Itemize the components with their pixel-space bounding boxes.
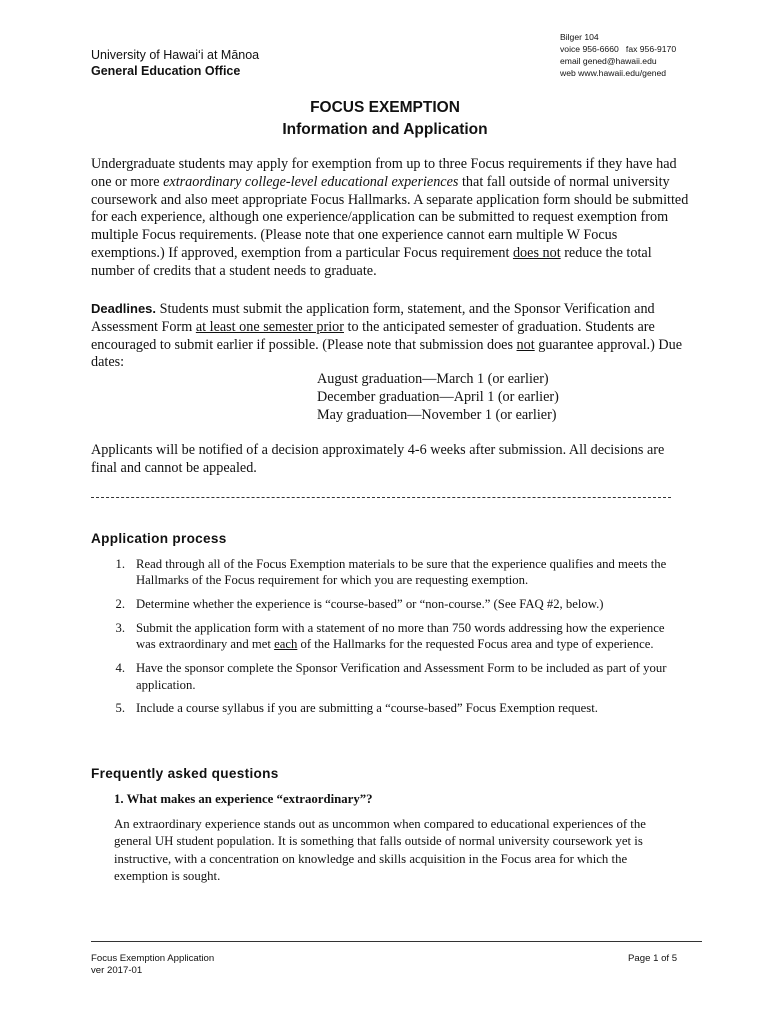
step-item: 2. Determine whether the experience is “course-based” or “non-course.” (See FAQ #2, below.) [115,597,604,612]
underline-does-not: does not [512,244,561,261]
deadlines-label: Deadlines. [91,301,157,316]
notification-paragraph: Applicants will be notified of a decision approximately 4-6 weeks after submission. All decisions are final and cannot be appealed. [91,442,665,476]
office-name: General Education Office [91,64,241,78]
university-header [91,47,259,79]
faq-heading: Frequently asked questions [91,766,279,781]
due-date-august: August graduation—March 1 (or earlier) [317,371,549,387]
due-date-may: May graduation—November 1 (or earlier) [317,406,557,423]
step-item: 3. Submit the application form with a statement of no more than 750 words addressing how the experience was extraordinary and met each of the Hallmarks for the requested Focus area and type of experience. [115,621,665,652]
deadlines-paragraph: Deadlines. Students must submit the application form, statement, and the Sponsor Verification and Assessment Form at least one semester prior to the anticipated semester of graduation. Students are encouraged to submit earlier if possible. (Please note that submission does not guarantee approval.) Due dates: [91,301,683,371]
university-name: University of Hawai‘i at Mānoa [91,48,260,62]
step-item: 4. Have the sponsor complete the Sponsor Verification and Assessment Form to be included as part of your application. [115,661,667,692]
emphasis-extraordinary: extraordinary college-level educational experiences [163,173,459,190]
footer-doc-info [91,953,214,977]
underline-each: each [274,637,298,652]
underline-semester-prior: at least one semester prior [195,318,344,335]
footer-divider [91,941,702,942]
underline-not: not [516,336,535,353]
footer-doc-name: Focus Exemption Application [91,953,215,964]
page-number: Page 1 of 5 [628,953,678,964]
page-title [0,97,770,141]
faq-answer-1: An extraordinary experience stands out as uncommon when compared to educational experiences of the general UH student population. It is something that falls outside of normal university coursework yet is instructive, with a concentration on knowledge and skills acquisition in the Focus area for which the exemption is sought. [114,817,646,884]
footer-version: ver 2017-01 [91,965,143,976]
contact-web: web www.hawaii.edu/gened [560,68,667,78]
title-line-1: FOCUS EXEMPTION [310,99,460,116]
intro-paragraph: Undergraduate students may apply for exemption from up to three Focus requirements if they have had one or more extraordinary college-level educational experiences that fall outside of normal university coursework and also meet appropriate Focus Hallmarks. A separate application form should be submitted for each experience, although one experience/application can be submitted to request exemption from multiple Focus requirements. (Please note that one experience cannot earn multiple W Focus exemptions.) If approved, exemption from a particular Focus requirement does not reduce the total number of credits that a student needs to graduate. [91,156,689,279]
contact-building: Bilger 104 [560,32,599,42]
step-item: 5. Include a course syllabus if you are submitting a “course-based” Focus Exemption request. [115,701,598,716]
contact-block [560,31,676,79]
application-process-heading: Application process [91,531,227,546]
section-divider [91,497,671,498]
step-item: 1. Read through all of the Focus Exemption materials to be sure that the experience qualifies and meets the Hallmarks of the Focus requirement for which you are requesting exemption. [115,557,667,588]
contact-phone-fax: voice 956-6660 fax 956-9170 [560,44,677,54]
title-line-2: Information and Application [282,121,488,138]
contact-email: email gened@hawaii.edu [560,56,657,66]
due-date-december: December graduation—April 1 (or earlier) [317,388,559,405]
due-dates-list [317,371,559,424]
application-steps [91,556,691,724]
faq-question-1: 1. What makes an experience “extraordinary”? [114,792,373,806]
